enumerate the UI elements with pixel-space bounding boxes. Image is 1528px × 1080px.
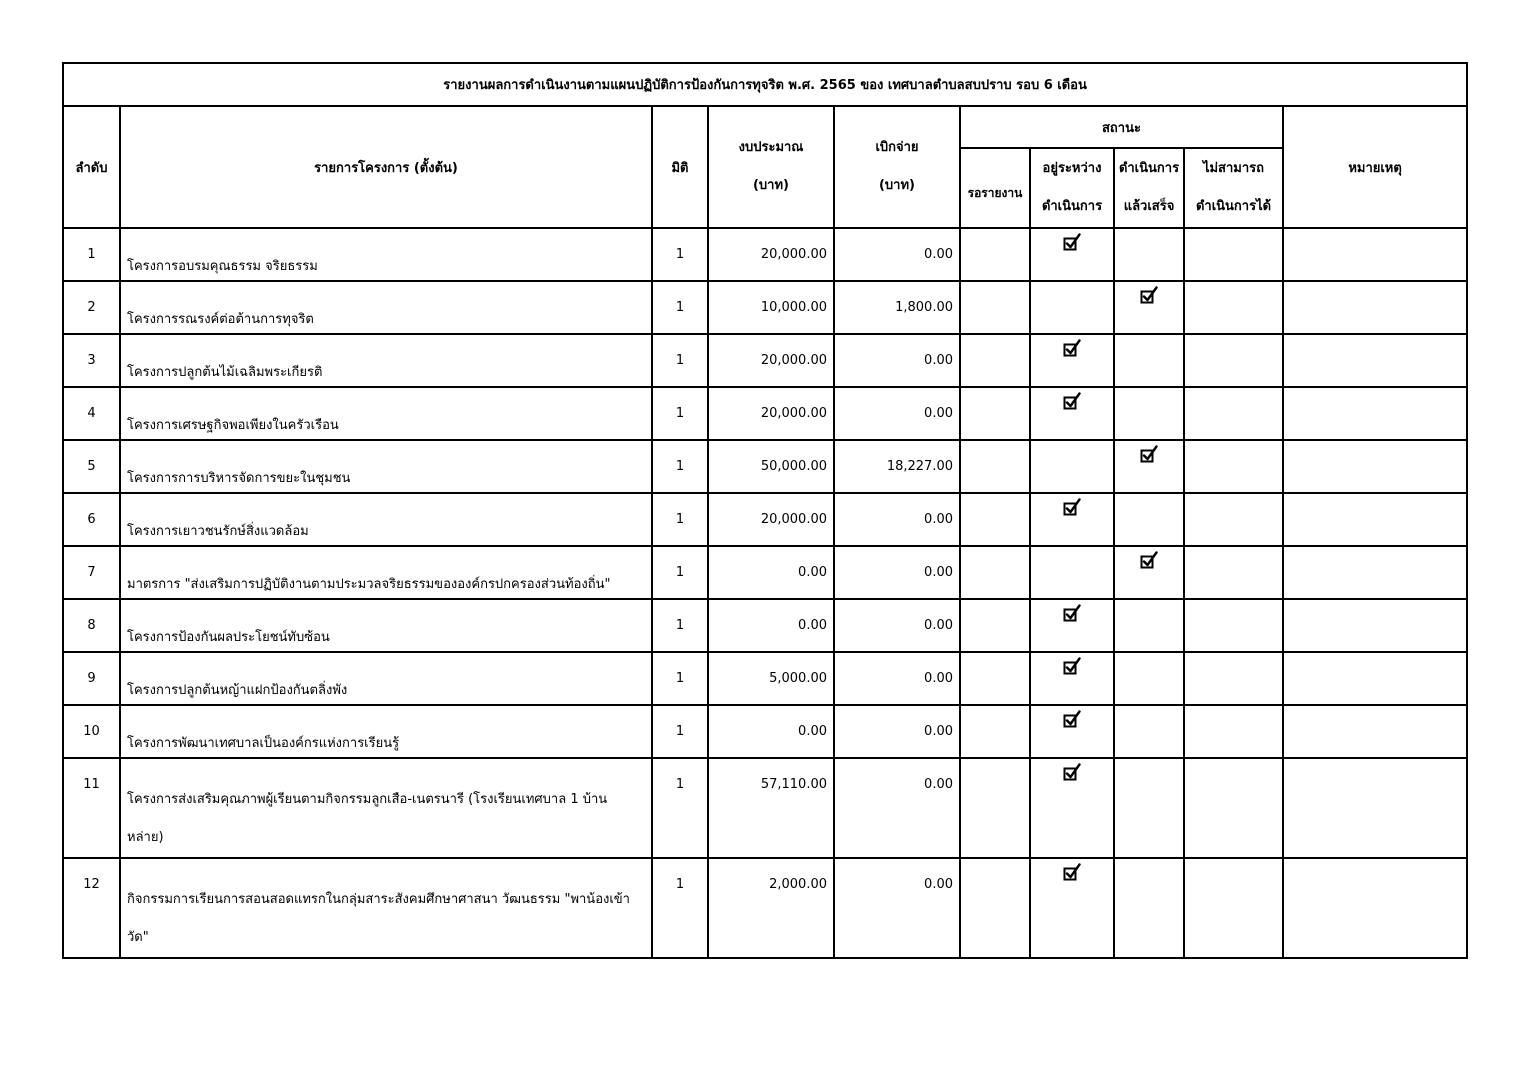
dimension-value: 1 [652, 599, 708, 652]
row-number: 4 [63, 387, 120, 440]
row-number: 5 [63, 440, 120, 493]
spent-value: 0.00 [834, 334, 960, 387]
status-unable-cell [1184, 281, 1283, 334]
status-in-progress-cell [1030, 705, 1114, 758]
status-pending-cell [960, 334, 1030, 387]
status-pending-cell [960, 705, 1030, 758]
status-unable-cell [1184, 705, 1283, 758]
project-name: มาตรการ "ส่งเสริมการปฏิบัติงานตามประมวลจริยธรรมขององค์กรปกครองส่วนท้องถิ่น" [120, 546, 652, 599]
row-number: 3 [63, 334, 120, 387]
status-header-unable [1184, 148, 1283, 228]
budget-value: 20,000.00 [708, 228, 834, 281]
dimension-value: 1 [652, 758, 708, 858]
table-row [63, 334, 1467, 387]
status-done-cell [1114, 546, 1184, 599]
row-number: 12 [63, 858, 120, 958]
dimension-value: 1 [652, 440, 708, 493]
table-row [63, 546, 1467, 599]
checked-box-icon [1063, 233, 1081, 251]
status-pending-cell [960, 440, 1030, 493]
remark-cell [1283, 493, 1467, 546]
status-in-progress-cell [1030, 758, 1114, 858]
unable-line1: ไม่สามารถ [1202, 161, 1265, 176]
status-unable-cell [1184, 858, 1283, 958]
status-in-progress-cell [1030, 440, 1114, 493]
project-name: โครงการการบริหารจัดการขยะในชุมชน [120, 440, 652, 493]
project-name: โครงการเศรษฐกิจพอเพียงในครัวเรือน [120, 387, 652, 440]
report-title: รายงานผลการดำเนินงานตามแผนปฏิบัติการป้องกันการทุจริต พ.ศ. 2565 ของ เทศบาลตำบลสบปราบ รอบ 6 เดือน [63, 63, 1467, 106]
spent-value: 0.00 [834, 705, 960, 758]
table-row [63, 440, 1467, 493]
status-unable-cell [1184, 387, 1283, 440]
done-line1: ดำเนินการ [1118, 161, 1180, 176]
status-unable-cell [1184, 758, 1283, 858]
status-unable-cell [1184, 440, 1283, 493]
status-unable-cell [1184, 599, 1283, 652]
project-name: โครงการเยาวชนรักษ์สิ่งแวดล้อม [120, 493, 652, 546]
budget-value: 2,000.00 [708, 858, 834, 958]
budget-value: 0.00 [708, 705, 834, 758]
spent-unit: (บาท) [878, 178, 915, 193]
status-unable-cell [1184, 334, 1283, 387]
table-row [63, 599, 1467, 652]
remark-cell [1283, 440, 1467, 493]
status-done-cell [1114, 705, 1184, 758]
remark-cell [1283, 705, 1467, 758]
status-done-cell [1114, 387, 1184, 440]
dimension-value: 1 [652, 334, 708, 387]
status-header-in-progress [1030, 148, 1114, 228]
status-unable-cell [1184, 493, 1283, 546]
budget-value: 20,000.00 [708, 387, 834, 440]
spent-value: 0.00 [834, 652, 960, 705]
row-number: 8 [63, 599, 120, 652]
budget-value: 10,000.00 [708, 281, 834, 334]
dimension-value: 1 [652, 652, 708, 705]
spent-value: 0.00 [834, 228, 960, 281]
table-row [63, 493, 1467, 546]
remark-cell [1283, 387, 1467, 440]
table-row [63, 281, 1467, 334]
spent-value: 0.00 [834, 546, 960, 599]
checked-box-icon [1140, 445, 1158, 463]
col-header-order: ลำดับ [63, 106, 120, 228]
col-header-project: รายการโครงการ (ตั้งต้น) [120, 106, 652, 228]
spent-value: 18,227.00 [834, 440, 960, 493]
project-name: โครงการรณรงค์ต่อต้านการทุจริต [120, 281, 652, 334]
checked-box-icon [1063, 657, 1081, 675]
project-name: กิจกรรมการเรียนการสอนสอดแทรกในกลุ่มสาระสังคมศึกษาศาสนา วัฒนธรรม "พาน้องเข้าวัด" [120, 858, 652, 958]
status-in-progress-cell [1030, 334, 1114, 387]
table-row [63, 387, 1467, 440]
remark-cell [1283, 281, 1467, 334]
budget-value: 57,110.00 [708, 758, 834, 858]
budget-value: 20,000.00 [708, 334, 834, 387]
project-name: โครงการปลูกต้นหญ้าแฝกป้องกันตลิ่งพัง [120, 652, 652, 705]
spent-value: 0.00 [834, 599, 960, 652]
status-pending-cell [960, 858, 1030, 958]
project-name: โครงการพัฒนาเทศบาลเป็นองค์กรแห่งการเรียนรู้ [120, 705, 652, 758]
dimension-value: 1 [652, 387, 708, 440]
remark-cell [1283, 858, 1467, 958]
table-row [63, 758, 1467, 858]
remark-cell [1283, 599, 1467, 652]
unable-line2: ดำเนินการได้ [1195, 199, 1272, 214]
dimension-value: 1 [652, 858, 708, 958]
budget-value: 0.00 [708, 546, 834, 599]
row-number: 6 [63, 493, 120, 546]
status-pending-cell [960, 493, 1030, 546]
status-pending-cell [960, 652, 1030, 705]
status-done-cell [1114, 281, 1184, 334]
checked-box-icon [1063, 339, 1081, 357]
project-name: โครงการอบรมคุณธรรม จริยธรรม [120, 228, 652, 281]
status-done-cell [1114, 440, 1184, 493]
done-line2: แล้วเสร็จ [1123, 199, 1175, 214]
col-header-remark: หมายเหตุ [1283, 106, 1467, 228]
remark-cell [1283, 546, 1467, 599]
row-number: 9 [63, 652, 120, 705]
spent-value: 0.00 [834, 758, 960, 858]
in-progress-line1: อยู่ระหว่าง [1042, 161, 1102, 176]
row-number: 11 [63, 758, 120, 858]
status-pending-cell [960, 228, 1030, 281]
status-in-progress-cell [1030, 652, 1114, 705]
remark-cell [1283, 652, 1467, 705]
status-in-progress-cell [1030, 228, 1114, 281]
remark-cell [1283, 758, 1467, 858]
table-row [63, 652, 1467, 705]
budget-unit: (บาท) [752, 178, 789, 193]
status-done-cell [1114, 228, 1184, 281]
in-progress-line2: ดำเนินการ [1041, 199, 1103, 214]
status-in-progress-cell [1030, 546, 1114, 599]
status-unable-cell [1184, 652, 1283, 705]
project-name: โครงการป้องกันผลประโยชน์ทับซ้อน [120, 599, 652, 652]
table-row [63, 858, 1467, 958]
status-pending-cell [960, 387, 1030, 440]
checked-box-icon [1140, 551, 1158, 569]
status-pending-cell [960, 281, 1030, 334]
row-number: 10 [63, 705, 120, 758]
spent-value: 0.00 [834, 493, 960, 546]
status-pending-cell [960, 599, 1030, 652]
checked-box-icon [1063, 763, 1081, 781]
remark-cell [1283, 228, 1467, 281]
checked-box-icon [1063, 863, 1081, 881]
dimension-value: 1 [652, 493, 708, 546]
status-in-progress-cell [1030, 599, 1114, 652]
status-in-progress-cell [1030, 493, 1114, 546]
col-header-budget [708, 106, 834, 228]
status-unable-cell [1184, 546, 1283, 599]
status-pending-cell [960, 546, 1030, 599]
status-header-done [1114, 148, 1184, 228]
spent-label: เบิกจ่าย [875, 140, 919, 155]
table-row [63, 705, 1467, 758]
col-header-status: สถานะ [960, 106, 1283, 148]
budget-value: 20,000.00 [708, 493, 834, 546]
row-number: 7 [63, 546, 120, 599]
dimension-value: 1 [652, 281, 708, 334]
checked-box-icon [1063, 498, 1081, 516]
checked-box-icon [1063, 710, 1081, 728]
report-table [62, 62, 1468, 959]
checked-box-icon [1140, 286, 1158, 304]
status-done-cell [1114, 858, 1184, 958]
dimension-value: 1 [652, 705, 708, 758]
status-done-cell [1114, 652, 1184, 705]
status-pending-cell [960, 758, 1030, 858]
checked-box-icon [1063, 604, 1081, 622]
status-in-progress-cell [1030, 281, 1114, 334]
budget-value: 0.00 [708, 599, 834, 652]
status-header-pending: รอรายงาน [960, 148, 1030, 228]
status-in-progress-cell [1030, 858, 1114, 958]
row-number: 1 [63, 228, 120, 281]
col-header-dimension: มิติ [652, 106, 708, 228]
status-in-progress-cell [1030, 387, 1114, 440]
project-name: โครงการปลูกต้นไม้เฉลิมพระเกียรติ [120, 334, 652, 387]
dimension-value: 1 [652, 546, 708, 599]
status-done-cell [1114, 599, 1184, 652]
spent-value: 1,800.00 [834, 281, 960, 334]
table-row [63, 228, 1467, 281]
status-unable-cell [1184, 228, 1283, 281]
project-name: โครงการส่งเสริมคุณภาพผู้เรียนตามกิจกรรมลูกเสือ-เนตรนารี (โรงเรียนเทศบาล 1 บ้านหล่าย) [120, 758, 652, 858]
remark-cell [1283, 334, 1467, 387]
spent-value: 0.00 [834, 387, 960, 440]
col-header-spent [834, 106, 960, 228]
budget-value: 5,000.00 [708, 652, 834, 705]
budget-value: 50,000.00 [708, 440, 834, 493]
status-done-cell [1114, 334, 1184, 387]
checked-box-icon [1063, 392, 1081, 410]
budget-label: งบประมาณ [738, 140, 804, 155]
row-number: 2 [63, 281, 120, 334]
status-done-cell [1114, 493, 1184, 546]
spent-value: 0.00 [834, 858, 960, 958]
dimension-value: 1 [652, 228, 708, 281]
status-done-cell [1114, 758, 1184, 858]
